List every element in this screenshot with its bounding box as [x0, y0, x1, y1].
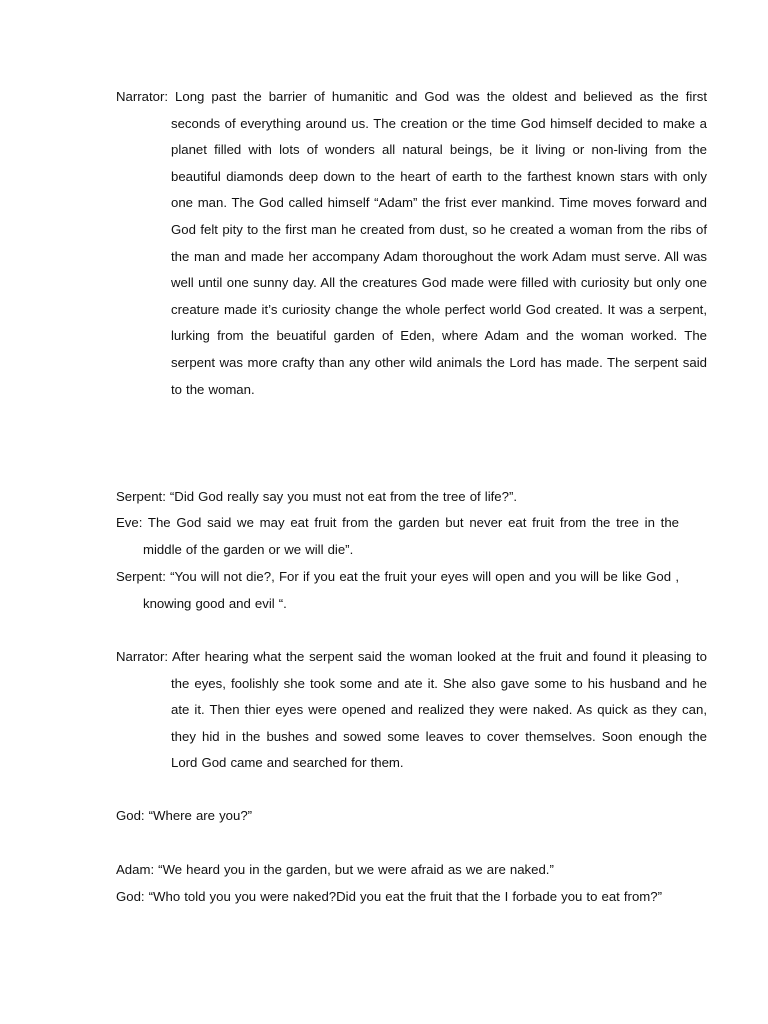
- serpent-line-1: Serpent: “Did God really say you must not eat from the tree of life?”.: [116, 489, 518, 504]
- serpent-line-2: Serpent: “You will not die?, For if you eat the fruit your eyes will open and you will be like God , knowing good and evil “.: [116, 569, 679, 611]
- narrator-paragraph-2: Narrator: After hearing what the serpent said the woman looked at the fruit and found it pleasing to the eyes, foolishly she took some and ate it. She also gave some to his husband and he ate it. Then thier eyes were opened and realized they were naked. As quick as they can, they hid in the bushes and sowed some leaves to cover themselves. Soon enough the Lord God came and searched for them.: [116, 649, 707, 771]
- god-line-1: God: “Where are you?”: [116, 808, 253, 823]
- adam-line-1: Adam: “We heard you in the garden, but we were afraid as we are naked.”: [116, 862, 554, 877]
- eve-line-1: Eve: The God said we may eat fruit from the garden but never eat fruit from the tree in the middle of the garden or we will die”.: [116, 515, 679, 557]
- god-line-2: God: “Who told you you were naked?Did you eat the fruit that the I forbade you to eat from?”: [116, 889, 662, 904]
- narrator-paragraph-1: Narrator: Long past the barrier of humanitic and God was the oldest and believed as the first seconds of everything around us. The creation or the time God himself decided to make a planet filled with lots of wonders all natural beings, be it living or non-living from the beautiful diamonds deep down to the heart of earth to the farthest known stars with only one man. The God called himself “Adam” the frist ever mankind. Time moves forward and God felt pity to the first man he created from dust, so he created a woman from the ribs of the man and made her accompany Adam thoroughout the work Adam must serve. All was well until one sunny day. All the creatures God made were filled with curiosity but only one creature made it’s curiosity change the whole perfect world God created. It was a serpent, lurking from the beuatiful garden of Eden, where Adam and the woman worked. The serpent was more crafty than any other wild animals the Lord has made. The serpent said to the woman.: [116, 89, 707, 397]
